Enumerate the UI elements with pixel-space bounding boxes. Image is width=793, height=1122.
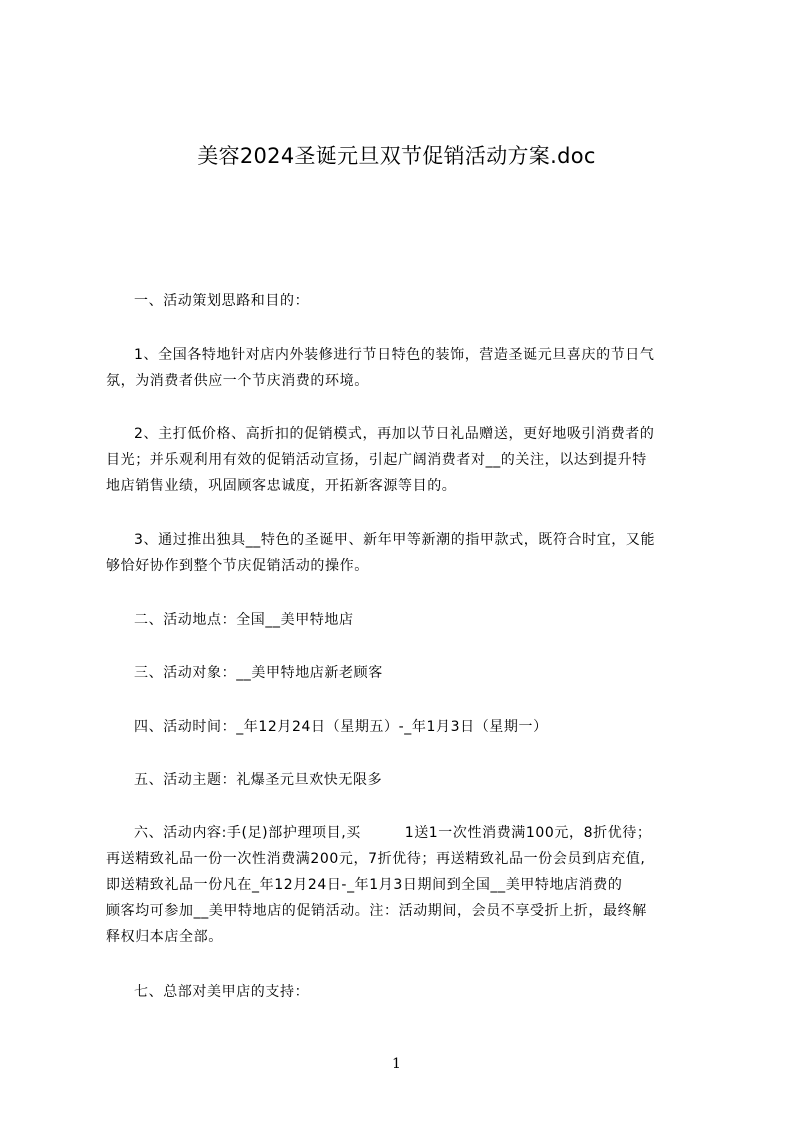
section-4-time: 四、活动时间：_年12月24日（星期五）-_年1月3日（星期一）: [134, 719, 548, 735]
text-line: 氛，为消费者供应一个节庆消费的环境。: [106, 373, 369, 389]
text-line: 地店销售业绩，巩固顾客忠诚度，开拓新客源等目的。: [106, 478, 457, 494]
section-3-audience: 三、活动对象：__美甲特地店新老顾客: [134, 665, 383, 681]
text-line: 再送精致礼品一份一次性消费满200元，7折优待；再送精致礼品一份会员到店充值,: [106, 851, 646, 867]
text-line: 即送精致礼品一份凡在_年12月24日-_年1月3日期间到全国__美甲特地店消费的: [106, 877, 623, 893]
text-line: 3、通过推出独具__特色的圣诞甲、新年甲等新潮的指甲款式，既符合时宜，又能: [134, 532, 656, 548]
text-line: 1、全国各特地针对店内外装修进行节日特色的装饰，营造圣诞元旦喜庆的节日气: [134, 347, 655, 363]
text-line: 目光；并乐观利用有效的促销活动宣扬，引起广阔消费者对__的关注，以达到提升特: [106, 452, 647, 468]
text-line: 够恰好协作到整个节庆促销活动的操作。: [106, 558, 369, 574]
text-line: 2、主打低价格、高折扣的促销模式，再加以节日礼品赠送，更好地吸引消费者的: [134, 426, 655, 442]
section-1-paragraph-3: [106, 527, 710, 579]
section-1-heading: 一、活动策划思路和目的：: [134, 293, 310, 309]
page-number: 1: [392, 1056, 401, 1072]
section-6-content: [106, 820, 710, 950]
section-5-theme: 五、活动主题：礼爆圣元旦欢快无限多: [134, 772, 383, 788]
section-1-paragraph-2: [106, 421, 710, 499]
section-7-heading: 七、总部对美甲店的支持：: [134, 984, 310, 1000]
document-title: 美容2024圣诞元旦双节促销活动方案.doc: [197, 144, 596, 168]
text-line: 释权归本店全部。: [106, 929, 223, 945]
section-2-location: 二、活动地点：全国__美甲特地店: [134, 612, 354, 628]
text-line: 六、活动内容:手(足)部护理项目,买 1送1一次性消费满100元，8折优待；: [134, 825, 652, 841]
section-1-paragraph-1: [106, 342, 710, 394]
text-line: 顾客均可参加__美甲特地店的促销活动。注：活动期间，会员不享受折上折，最终解: [106, 903, 647, 919]
